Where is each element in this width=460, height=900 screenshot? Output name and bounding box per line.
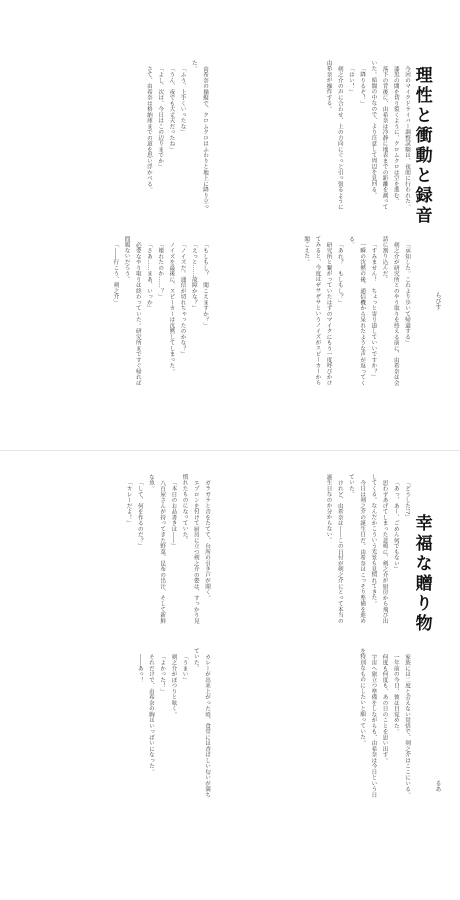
story-title: 幸福な贈り物 [411,514,432,634]
story-paragraph: さて、由希奈は格納庫までの道を思い浮かべる。 [145,65,152,193]
story-paragraph: 「ふう、上手くいったな」 [179,65,186,135]
story-paragraph: 今日は剣之介の誕生日だ。由希奈はこっそり準備を進めていた。 [347,474,366,624]
story-paragraph: それだけで、由希奈の胸はいっぱいになった。 [147,653,154,775]
story-body-column [216,474,412,624]
story-body-column [14,236,210,386]
story-body-column [216,648,412,798]
story-title: 理性と衝動と録音 [411,66,432,226]
story-paragraph: 剣之介の声に合わせ、上の方向にぐっと引っ張るように由希奈が操作する。 [325,60,343,210]
story-paragraph: 「うまい」 [181,653,188,683]
story-author: るあ [434,780,441,792]
story-author: らびす [434,292,441,310]
story-paragraph: 研究所と繋がっていたはずのマイクにもう一度呼びかけてみると、今度はザサザサというノイズがスピーカーから聞こえた。 [303,236,332,386]
story-paragraph: 「さあ……まあ、いっか」 [145,241,152,311]
story-paragraph: 「承知した。これより歩いて帰還する」 [404,241,410,346]
story-paragraph: 「――行こう、剣之介」 [112,241,119,305]
story-paragraph: 剣之介が研究所とのやり取りを終える前に、由希奈は会話に割り込んだ。 [381,236,399,386]
story-body-column [214,60,412,210]
story-divider [0,450,460,451]
story-paragraph: ――あっ！ [136,653,143,683]
story-paragraph: 「はい！」 [347,65,354,95]
story-paragraph: 落下の背後に、由希奈は冷静に地表までの距離を測っていた。暗闇の中なので、より注意して周辺を見回る。 [370,60,388,210]
story-paragraph: 必要なやり取りは終わっていた。研究所まですぐ帰れば問題ないだろう。 [123,236,141,386]
story-paragraph: 八百屋さんが持ってきた野菜、昆布の出汁、そして新鮮な魚。 [147,474,166,624]
story-paragraph: 「うん、夜でも大丈夫だったね」 [168,65,175,152]
story-paragraph: 由希奈の操縦で、クロムクロはふわりと地上に降り立った。 [190,60,208,210]
story-paragraph: 家族には二度と会えない覚悟で、剣之介はここにいる。 [404,653,410,798]
story-paragraph: 「降りるぞ！」 [359,65,366,106]
story-paragraph: 「壊れたのか……？」 [157,241,164,300]
story-paragraph: ノイズを最後に、スピーカーは沈黙してしまった。 [168,241,175,374]
story-paragraph: カレーが出来上がった頃、食堂には香ばしい匂いが満ちていた。 [192,648,210,798]
story-paragraph: 「あれ？ もしもし？」 [336,241,343,305]
story-paragraph: 漆黒の闇を切り裂くように、クロムクロは空を進む。 [392,65,399,204]
story-body-column [14,60,210,210]
story-paragraph: 一瞬の沈黙の後、通信機から呆れたような声が返ってくる。 [347,236,366,386]
story-paragraph: 「あっ、あー、ごめん何でもない」 [392,479,399,572]
story-paragraph: 思わずあげてしまった悲鳴に、剣之介が厨房から飛び出してくる。なんだかこういう光景も見慣れてきた。 [370,474,388,624]
story-paragraph: 宇宙へ旅立つ準備をしながらも、由希奈は今日という日を特別なものにしたいと願っていた。 [359,648,377,798]
story-paragraph: 「よかった！」 [159,653,166,694]
story-body-column [214,236,412,386]
story-body-column [14,648,212,798]
story-paragraph: 「よし、次は、今日はこの辺りまでか」 [157,65,164,170]
story-paragraph: 一年前の今日、彼は目覚めた。 [392,653,399,735]
story-paragraph: 「すみません！ ちょっと寄り道していいですか？」 [370,241,377,380]
story-paragraph: 「もしもし？ 聞こえますか？」 [202,241,208,328]
story-paragraph: 「どうした!?」 [404,479,410,520]
story-koufukuna-okurimono [0,452,460,898]
story-paragraph: 「本日のお品書きは――」 [170,479,177,549]
story-paragraph: ガラガラと音をたてて、台所の引き戸が開く。 [204,479,210,601]
story-paragraph: 「ノイズだ。通信が切れちゃったのかな？」 [179,241,186,357]
story-paragraph: 「カレーだよ！」 [125,479,132,526]
story-paragraph: 「して、何を作るのだ？」 [136,479,143,549]
story-paragraph: エプロンを付けて厨房に立つ剣之介の姿は、すっかり見慣れたものになっていた。 [181,474,199,624]
story-body-column [14,474,212,624]
story-paragraph: 「えっと……故障かな？」 [190,241,197,311]
story-paragraph: けれど、由希奈は――この日付が剣之介にとって本当の誕生日なのか分からない。 [325,474,343,624]
story-paragraph: 何度も何度も、あの日のことを思い出す。 [381,653,388,763]
story-paragraph: 剣之介がぽつりと呟く。 [170,653,177,717]
story-paragraph: 今回のマイクドライバー調整試験は、夜間に行われた。 [404,65,410,210]
